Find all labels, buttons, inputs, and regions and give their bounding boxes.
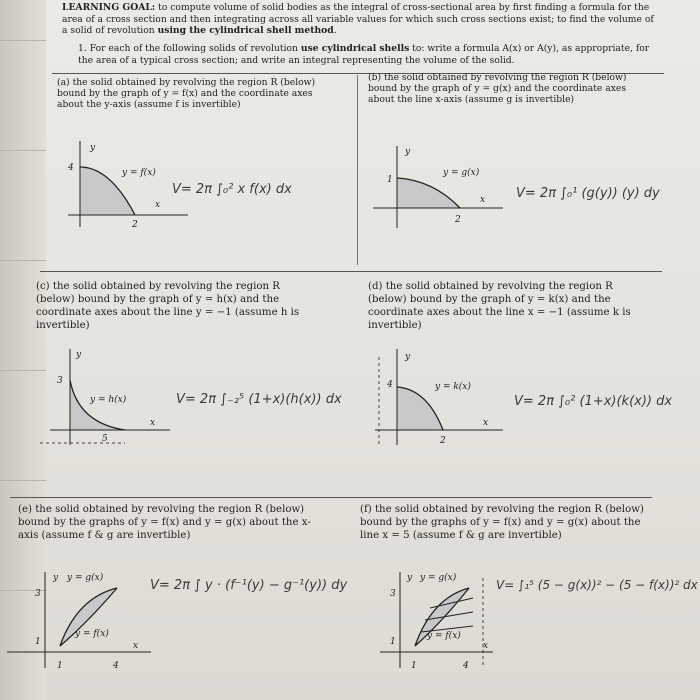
part-c-answer: V= 2π ∫₋₂⁵ (1+x)(h(x)) dx — [176, 392, 342, 407]
x-axis-label: x — [155, 200, 161, 210]
learning-goal: LEARNING GOAL: to compute volume of solid bodies as the integral of cross-sectional area by first finding a formula for the area of a cross section and then integrating across all variable values for which such cross sections exist; to find the volume of a solid of revolution using the cylindrical shell method. — [62, 2, 654, 36]
curve-label: y = k(x) — [435, 382, 471, 392]
y-axis-label: y — [76, 350, 82, 360]
curve-label: y = g(x) — [420, 573, 457, 583]
curve-label: y = f(x) — [427, 631, 461, 641]
tick-label: 5 — [102, 434, 108, 444]
tick-label: 3 — [390, 589, 396, 599]
curve-label: y = f(x) — [122, 168, 156, 178]
curve-label: y = g(x) — [443, 168, 480, 178]
y-axis-label: y — [407, 573, 413, 583]
part-d-answer: V= 2π ∫₀² (1+x)(k(x)) dx — [514, 394, 673, 409]
x-axis-label: x — [133, 641, 139, 651]
part-a-prompt: (a) the solid obtained by revolving the region R (below) bound by the graph of y = f(x) and the coordinate axes about the y-axis (assume f is invertible) — [57, 77, 316, 111]
tick-label: 3 — [57, 376, 63, 386]
region-shade — [397, 178, 460, 208]
y-axis-label: y — [405, 352, 411, 362]
part-f-prompt: (f) the solid obtained by revolving the region R (below) bound by the graphs of y = f(x) and y = g(x) about the line x = 5 (assume f & g are invertible) — [360, 504, 644, 541]
tick-label: 1 — [35, 637, 41, 647]
part-b-answer: V= 2π ∫₀¹ (g(y)) (y) dy — [516, 186, 660, 201]
divider — [40, 271, 662, 272]
tick-label: 4 — [113, 661, 119, 671]
tick-label: 3 — [35, 589, 41, 599]
part-e-answer: V= 2π ∫ y · (f⁻¹(y) − g⁻¹(y)) dy — [150, 578, 348, 593]
curve-label: y = h(x) — [90, 395, 127, 405]
tick-label: 2 — [455, 215, 461, 225]
tick-label: 1 — [387, 175, 393, 185]
tick-label: 1 — [57, 661, 63, 671]
tick-label: 2 — [132, 220, 138, 230]
tick-label: 1 — [411, 661, 417, 671]
part-e-graph — [5, 568, 155, 678]
part-b-prompt: (b) the solid obtained by revolving the region R (below) bound by the graph of y = g(x) and the coordinate axes about the line x-axis (assume g is invertible) — [368, 72, 627, 106]
tick-label: 2 — [440, 436, 446, 446]
tick-label: 4 — [463, 661, 469, 671]
curve-label: y = g(x) — [67, 573, 104, 583]
tick-label: 4 — [68, 163, 74, 173]
question-1: 1. For each of the following solids of revolution use cylindrical shells to: write a formula A(x) or A(y), as appropriate, for the area of a typical cross section; and write an integral representing the volume of the solid. — [78, 43, 650, 66]
x-axis-label: x — [483, 418, 489, 428]
part-e-prompt: (e) the solid obtained by revolving the region R (below) bound by the graphs of y = f(x) and y = g(x) about the x-axis (assume f & g are invertible) — [18, 504, 311, 541]
part-c-graph — [30, 345, 175, 455]
part-d-prompt: (d) the solid obtained by revolving the region R (below) bound by the graph of y = k(x) and the coordinate axes about the line x = −1 (assume k is invertible) — [368, 281, 631, 331]
part-f-graph — [365, 568, 495, 678]
part-b-graph — [365, 140, 510, 235]
learning-goal-label: LEARNING GOAL: — [62, 2, 156, 13]
y-axis-label: y — [90, 143, 96, 153]
part-c-prompt: (c) the solid obtained by revolving the region R (below) bound by the graph of y = h(x) and the coordinate axes about the line y = −1 (assume h is invertible) — [36, 281, 300, 331]
divider — [357, 75, 358, 265]
region-shade — [397, 387, 443, 430]
divider — [10, 497, 652, 498]
region-shade — [70, 380, 125, 430]
x-axis-label: x — [483, 641, 489, 651]
part-d-graph — [365, 345, 510, 455]
y-axis-label: y — [405, 147, 411, 157]
x-axis-label: x — [150, 418, 156, 428]
x-axis-label: x — [480, 195, 486, 205]
curve-label: y = f(x) — [75, 629, 109, 639]
tick-label: 4 — [387, 380, 393, 390]
tick-label: 1 — [390, 637, 396, 647]
part-a-answer: V= 2π ∫₀² x f(x) dx — [172, 182, 292, 197]
y-axis-label: y — [53, 573, 59, 583]
part-f-answer: V= ∫₁⁵ (5 − g(x))² − (5 − f(x))² dx — [496, 578, 698, 592]
